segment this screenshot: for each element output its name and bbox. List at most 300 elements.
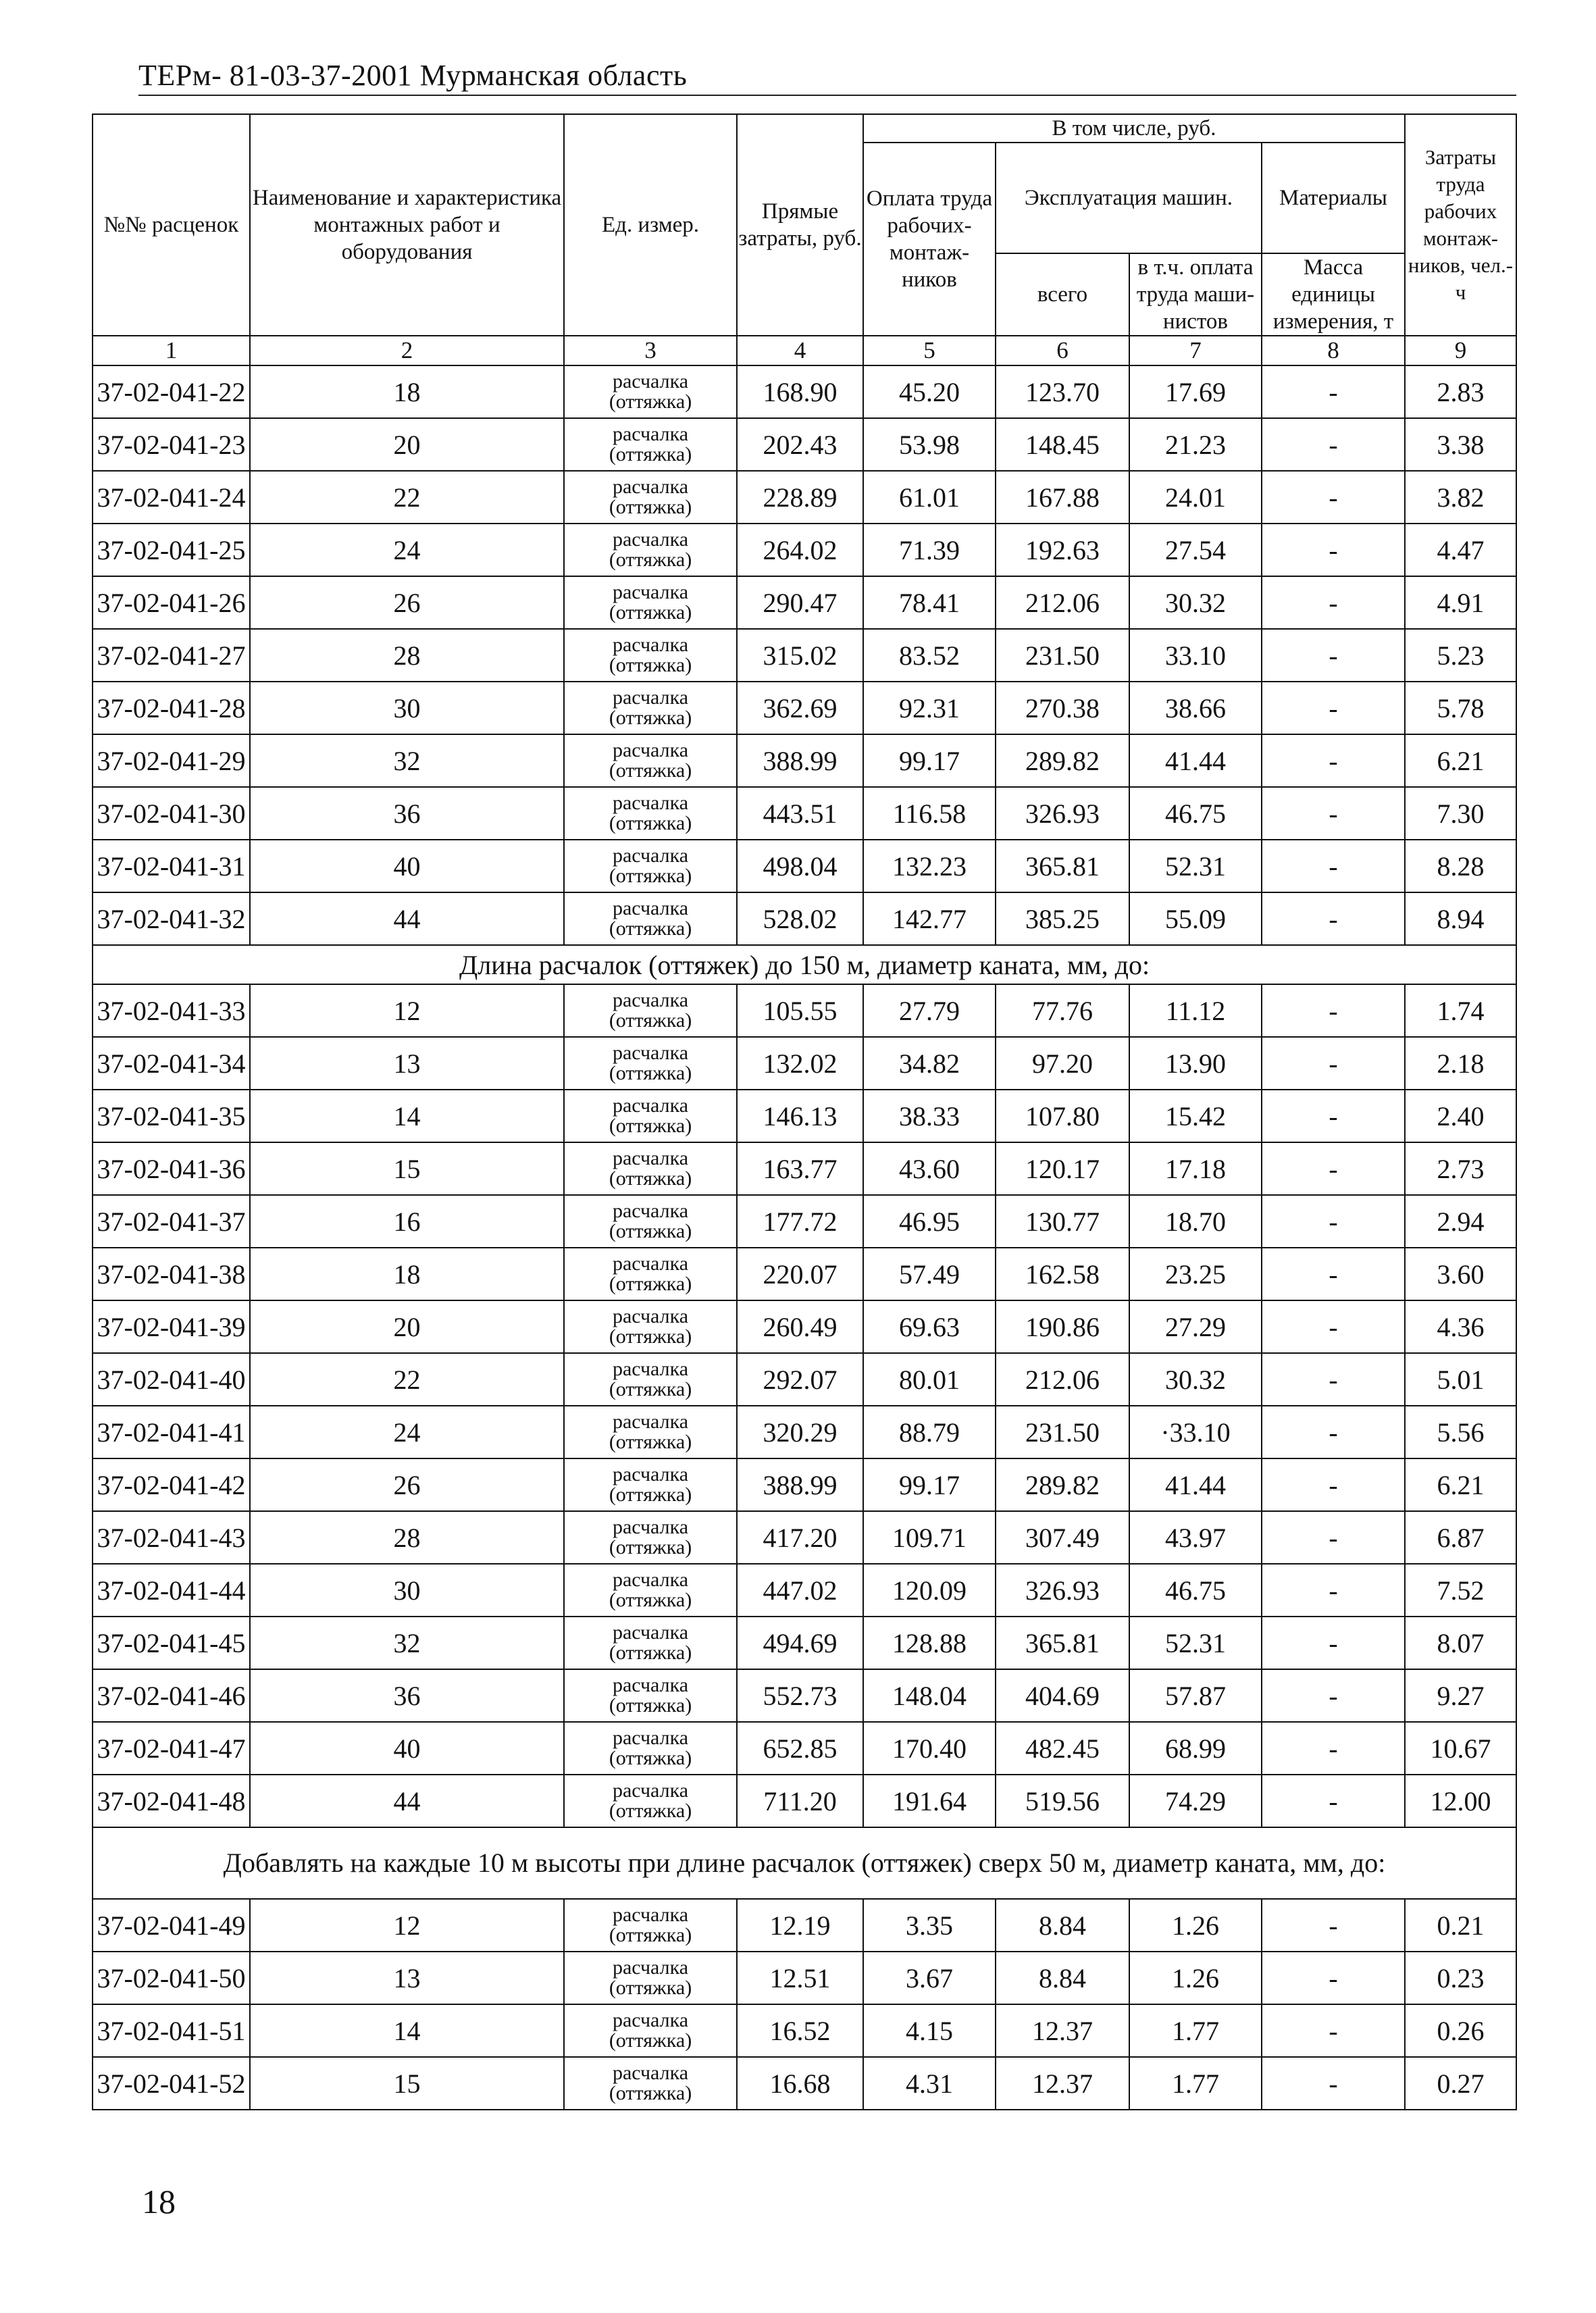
machinist-wages: 30.32 — [1129, 576, 1262, 629]
item-size: 22 — [250, 1353, 564, 1406]
unit-line-2: (оттяжка) — [609, 1220, 692, 1242]
machines-total: 192.63 — [996, 524, 1129, 576]
machinist-wages: 46.75 — [1129, 787, 1262, 840]
unit-cell — [564, 787, 737, 840]
rate-code: 37-02-041-39 — [93, 1300, 250, 1353]
worker-wages: 148.04 — [863, 1669, 996, 1722]
materials-mass: - — [1262, 984, 1405, 1037]
column-number: 5 — [863, 336, 996, 365]
table-row — [93, 1300, 1516, 1353]
unit-line-1: расчалка — [612, 1569, 689, 1591]
labor-costs: 6.87 — [1405, 1511, 1516, 1564]
header-including: В том числе, руб. — [863, 114, 1405, 143]
worker-wages: 3.35 — [863, 1899, 996, 1952]
worker-wages: 99.17 — [863, 1458, 996, 1511]
materials-mass: - — [1262, 1300, 1405, 1353]
machines-total: 404.69 — [996, 1669, 1129, 1722]
unit-cell — [564, 1090, 737, 1142]
machines-total: 167.88 — [996, 471, 1129, 524]
unit-line-1: расчалка — [612, 1727, 689, 1749]
machines-total: 212.06 — [996, 1353, 1129, 1406]
unit-cell — [564, 576, 737, 629]
unit-line-1: расчалка — [612, 1252, 689, 1275]
unit-cell — [564, 1142, 737, 1195]
unit-cell — [564, 1617, 737, 1669]
unit-line-1: расчалка — [612, 1674, 689, 1696]
table-row — [93, 2004, 1516, 2057]
worker-wages: 92.31 — [863, 682, 996, 734]
item-size: 32 — [250, 1617, 564, 1669]
machines-total: 270.38 — [996, 682, 1129, 734]
table-row — [93, 1617, 1516, 1669]
worker-wages: 132.23 — [863, 840, 996, 892]
worker-wages: 45.20 — [863, 365, 996, 418]
machinist-wages: 1.77 — [1129, 2057, 1262, 2110]
machines-total: 482.45 — [996, 1722, 1129, 1775]
rate-code: 37-02-041-48 — [93, 1775, 250, 1827]
rate-code: 37-02-041-38 — [93, 1248, 250, 1300]
worker-wages: 142.77 — [863, 892, 996, 945]
materials-mass: - — [1262, 418, 1405, 471]
worker-wages: 34.82 — [863, 1037, 996, 1090]
item-size: 16 — [250, 1195, 564, 1248]
unit-line-1: расчалка — [612, 1904, 689, 1926]
unit-line-2: (оттяжка) — [609, 1378, 692, 1400]
item-size: 20 — [250, 418, 564, 471]
unit-line-2: (оттяжка) — [609, 1924, 692, 1946]
machinist-wages: 43.97 — [1129, 1511, 1262, 1564]
worker-wages: 116.58 — [863, 787, 996, 840]
unit-cell — [564, 984, 737, 1037]
page-number: 18 — [142, 2183, 176, 2220]
table-row — [93, 418, 1516, 471]
machinist-wages: 33.10 — [1129, 629, 1262, 682]
rate-code: 37-02-041-40 — [93, 1353, 250, 1406]
unit-line-1: расчалка — [612, 989, 689, 1011]
table-row — [93, 1195, 1516, 1248]
unit-line-2: (оттяжка) — [609, 1977, 692, 1999]
machines-total: 77.76 — [996, 984, 1129, 1037]
worker-wages: 88.79 — [863, 1406, 996, 1458]
labor-costs: 6.21 — [1405, 734, 1516, 787]
item-size: 30 — [250, 682, 564, 734]
labor-costs: 3.82 — [1405, 471, 1516, 524]
direct-costs: 494.69 — [737, 1617, 863, 1669]
worker-wages: 4.15 — [863, 2004, 996, 2057]
worker-wages: 4.31 — [863, 2057, 996, 2110]
unit-line-1: расчалка — [612, 1305, 689, 1327]
unit-line-1: расчалка — [612, 1147, 689, 1169]
machines-total: 120.17 — [996, 1142, 1129, 1195]
unit-cell — [564, 2057, 737, 2110]
unit-cell — [564, 1353, 737, 1406]
header-labor: Затраты труда рабочих монтаж-ников, чел.-ч — [1405, 114, 1516, 336]
unit-cell — [564, 1899, 737, 1952]
table-row — [93, 629, 1516, 682]
materials-mass: - — [1262, 1248, 1405, 1300]
unit-line-1: расчалка — [612, 634, 689, 656]
header-name: Наименование и характеристика монтажных работ и оборудования — [250, 114, 564, 336]
materials-mass: - — [1262, 365, 1405, 418]
unit-cell — [564, 1037, 737, 1090]
machinist-wages: 1.77 — [1129, 2004, 1262, 2057]
direct-costs: 228.89 — [737, 471, 863, 524]
materials-mass: - — [1262, 1511, 1405, 1564]
table-row — [93, 1564, 1516, 1617]
unit-line-2: (оттяжка) — [609, 1536, 692, 1558]
unit-line-1: расчалка — [612, 581, 689, 603]
machines-total: 8.84 — [996, 1899, 1129, 1952]
unit-line-1: расчалка — [612, 1779, 689, 1802]
header-mass: Масса единицы измерения, т — [1262, 253, 1405, 336]
unit-line-2: (оттяжка) — [609, 812, 692, 834]
item-size: 28 — [250, 629, 564, 682]
unit-line-1: расчалка — [612, 423, 689, 445]
materials-mass: - — [1262, 787, 1405, 840]
materials-mass: - — [1262, 1090, 1405, 1142]
unit-line-2: (оттяжка) — [609, 390, 692, 413]
table-row — [93, 365, 1516, 418]
worker-wages: 27.79 — [863, 984, 996, 1037]
unit-line-1: расчалка — [612, 1621, 689, 1644]
unit-line-2: (оттяжка) — [609, 759, 692, 782]
unit-cell — [564, 1300, 737, 1353]
rate-code: 37-02-041-24 — [93, 471, 250, 524]
item-size: 15 — [250, 1142, 564, 1195]
materials-mass: - — [1262, 1617, 1405, 1669]
item-size: 44 — [250, 1775, 564, 1827]
machines-total: 231.50 — [996, 629, 1129, 682]
unit-line-2: (оттяжка) — [609, 1115, 692, 1137]
price-table-body — [93, 365, 1516, 2110]
machinist-wages: 18.70 — [1129, 1195, 1262, 1248]
worker-wages: 46.95 — [863, 1195, 996, 1248]
materials-mass: - — [1262, 471, 1405, 524]
rate-code: 37-02-041-52 — [93, 2057, 250, 2110]
machines-total: 212.06 — [996, 576, 1129, 629]
table-row — [93, 1899, 1516, 1952]
direct-costs: 498.04 — [737, 840, 863, 892]
machines-total: 289.82 — [996, 1458, 1129, 1511]
unit-line-1: расчалка — [612, 370, 689, 392]
machines-total: 365.81 — [996, 1617, 1129, 1669]
machinist-wages: 74.29 — [1129, 1775, 1262, 1827]
table-row — [93, 1511, 1516, 1564]
item-size: 26 — [250, 1458, 564, 1511]
rate-code: 37-02-041-43 — [93, 1511, 250, 1564]
header-machines-wages: в т.ч. оплата труда маши-нистов — [1129, 253, 1262, 336]
direct-costs: 12.51 — [737, 1952, 863, 2004]
materials-mass: - — [1262, 1952, 1405, 2004]
item-size: 22 — [250, 471, 564, 524]
materials-mass: - — [1262, 1722, 1405, 1775]
unit-line-1: расчалка — [612, 1094, 689, 1117]
labor-costs: 9.27 — [1405, 1669, 1516, 1722]
machines-total: 385.25 — [996, 892, 1129, 945]
unit-line-1: расчалка — [612, 2009, 689, 2031]
table-row — [93, 1775, 1516, 1827]
table-row — [93, 682, 1516, 734]
unit-line-1: расчалка — [612, 2062, 689, 2084]
machines-total: 162.58 — [996, 1248, 1129, 1300]
direct-costs: 652.85 — [737, 1722, 863, 1775]
machinist-wages: 13.90 — [1129, 1037, 1262, 1090]
machines-total: 130.77 — [996, 1195, 1129, 1248]
table-row — [93, 734, 1516, 787]
unit-line-1: расчалка — [612, 686, 689, 709]
materials-mass: - — [1262, 1037, 1405, 1090]
machines-total: 326.93 — [996, 1564, 1129, 1617]
unit-line-2: (оттяжка) — [609, 549, 692, 571]
machinist-wages: 27.54 — [1129, 524, 1262, 576]
rate-code: 37-02-041-45 — [93, 1617, 250, 1669]
column-number: 6 — [996, 336, 1129, 365]
direct-costs: 12.19 — [737, 1899, 863, 1952]
item-size: 40 — [250, 840, 564, 892]
worker-wages: 80.01 — [863, 1353, 996, 1406]
item-size: 13 — [250, 1952, 564, 2004]
direct-costs: 264.02 — [737, 524, 863, 576]
worker-wages: 57.49 — [863, 1248, 996, 1300]
rate-code: 37-02-041-42 — [93, 1458, 250, 1511]
labor-costs: 4.47 — [1405, 524, 1516, 576]
machinist-wages: 52.31 — [1129, 840, 1262, 892]
machinist-wages: 30.32 — [1129, 1353, 1262, 1406]
item-size: 12 — [250, 984, 564, 1037]
machinist-wages: ·33.10 — [1129, 1406, 1262, 1458]
section-heading-title: Добавлять на каждые 10 м высоты при длине расчалок (оттяжек) сверх 50 м, диаметр каната, мм, до: — [93, 1827, 1516, 1899]
worker-wages: 83.52 — [863, 629, 996, 682]
unit-line-2: (оттяжка) — [609, 443, 692, 465]
header-wages: Оплата труда рабочих-монтаж-ников — [863, 143, 996, 336]
machinist-wages: 24.01 — [1129, 471, 1262, 524]
direct-costs: 177.72 — [737, 1195, 863, 1248]
machinist-wages: 27.29 — [1129, 1300, 1262, 1353]
rate-code: 37-02-041-26 — [93, 576, 250, 629]
rate-code: 37-02-041-30 — [93, 787, 250, 840]
table-row — [93, 471, 1516, 524]
direct-costs: 362.69 — [737, 682, 863, 734]
unit-cell — [564, 734, 737, 787]
unit-cell — [564, 1511, 737, 1564]
rate-code: 37-02-041-28 — [93, 682, 250, 734]
item-size: 15 — [250, 2057, 564, 2110]
table-row — [93, 1037, 1516, 1090]
section-heading — [93, 945, 1516, 984]
rate-code: 37-02-041-51 — [93, 2004, 250, 2057]
labor-costs: 5.56 — [1405, 1406, 1516, 1458]
labor-costs: 2.40 — [1405, 1090, 1516, 1142]
machines-total: 519.56 — [996, 1775, 1129, 1827]
column-number: 3 — [564, 336, 737, 365]
labor-costs: 12.00 — [1405, 1775, 1516, 1827]
item-size: 13 — [250, 1037, 564, 1090]
labor-costs: 2.73 — [1405, 1142, 1516, 1195]
machines-total: 326.93 — [996, 787, 1129, 840]
table-row — [93, 1090, 1516, 1142]
unit-line-1: расчалка — [612, 739, 689, 761]
rate-code: 37-02-041-34 — [93, 1037, 250, 1090]
machinist-wages: 68.99 — [1129, 1722, 1262, 1775]
unit-line-1: расчалка — [612, 1200, 689, 1222]
labor-costs: 2.18 — [1405, 1037, 1516, 1090]
item-size: 24 — [250, 1406, 564, 1458]
table-row — [93, 984, 1516, 1037]
item-size: 18 — [250, 1248, 564, 1300]
direct-costs: 388.99 — [737, 1458, 863, 1511]
unit-cell — [564, 2004, 737, 2057]
machines-total: 231.50 — [996, 1406, 1129, 1458]
unit-cell — [564, 1952, 737, 2004]
labor-costs: 0.21 — [1405, 1899, 1516, 1952]
item-size: 18 — [250, 365, 564, 418]
rate-code: 37-02-041-35 — [93, 1090, 250, 1142]
direct-costs: 315.02 — [737, 629, 863, 682]
unit-line-1: расчалка — [612, 1956, 689, 1979]
machinist-wages: 11.12 — [1129, 984, 1262, 1037]
page-header: ТЕРм- 81-03-37-2001 Мурманская область — [138, 59, 688, 92]
labor-costs: 2.94 — [1405, 1195, 1516, 1248]
unit-line-2: (оттяжка) — [609, 865, 692, 887]
direct-costs: 146.13 — [737, 1090, 863, 1142]
unit-cell — [564, 471, 737, 524]
machines-total: 12.37 — [996, 2057, 1129, 2110]
header-rule — [138, 95, 1516, 96]
labor-costs: 3.60 — [1405, 1248, 1516, 1300]
unit-cell — [564, 682, 737, 734]
header-materials: Материалы — [1262, 143, 1405, 253]
unit-line-2: (оттяжка) — [609, 1431, 692, 1453]
unit-cell — [564, 840, 737, 892]
unit-line-2: (оттяжка) — [609, 496, 692, 518]
unit-line-2: (оттяжка) — [609, 1589, 692, 1611]
machinist-wages: 57.87 — [1129, 1669, 1262, 1722]
unit-line-2: (оттяжка) — [609, 1642, 692, 1664]
direct-costs: 443.51 — [737, 787, 863, 840]
table-row — [93, 2057, 1516, 2110]
rate-code: 37-02-041-32 — [93, 892, 250, 945]
unit-line-2: (оттяжка) — [609, 917, 692, 940]
materials-mass: - — [1262, 1142, 1405, 1195]
machinist-wages: 41.44 — [1129, 1458, 1262, 1511]
unit-line-1: расчалка — [612, 476, 689, 498]
materials-mass: - — [1262, 1775, 1405, 1827]
worker-wages: 170.40 — [863, 1722, 996, 1775]
rate-code: 37-02-041-31 — [93, 840, 250, 892]
worker-wages: 71.39 — [863, 524, 996, 576]
machinist-wages: 38.66 — [1129, 682, 1262, 734]
machines-total: 123.70 — [996, 365, 1129, 418]
machinist-wages: 1.26 — [1129, 1899, 1262, 1952]
rate-code: 37-02-041-41 — [93, 1406, 250, 1458]
direct-costs: 132.02 — [737, 1037, 863, 1090]
unit-cell — [564, 1564, 737, 1617]
unit-line-1: расчалка — [612, 1042, 689, 1064]
machinist-wages: 15.42 — [1129, 1090, 1262, 1142]
unit-cell — [564, 1458, 737, 1511]
labor-costs: 8.28 — [1405, 840, 1516, 892]
unit-line-1: расчалка — [612, 844, 689, 867]
unit-line-2: (оттяжка) — [609, 1483, 692, 1506]
item-size: 36 — [250, 787, 564, 840]
machines-total: 190.86 — [996, 1300, 1129, 1353]
materials-mass: - — [1262, 2004, 1405, 2057]
materials-mass: - — [1262, 1899, 1405, 1952]
labor-costs: 5.23 — [1405, 629, 1516, 682]
worker-wages: 53.98 — [863, 418, 996, 471]
unit-cell — [564, 365, 737, 418]
materials-mass: - — [1262, 629, 1405, 682]
unit-line-2: (оттяжка) — [609, 1747, 692, 1769]
unit-line-1: расчалка — [612, 1410, 689, 1433]
table-row — [93, 1406, 1516, 1458]
table-row — [93, 1722, 1516, 1775]
machines-total: 307.49 — [996, 1511, 1129, 1564]
worker-wages: 128.88 — [863, 1617, 996, 1669]
machinist-wages: 41.44 — [1129, 734, 1262, 787]
materials-mass: - — [1262, 1458, 1405, 1511]
direct-costs: 320.29 — [737, 1406, 863, 1458]
materials-mass: - — [1262, 576, 1405, 629]
labor-costs: 0.26 — [1405, 2004, 1516, 2057]
header-unit: Ед. измер. — [564, 114, 737, 336]
labor-costs: 1.74 — [1405, 984, 1516, 1037]
worker-wages: 69.63 — [863, 1300, 996, 1353]
table-row — [93, 1952, 1516, 2004]
column-number: 2 — [250, 336, 564, 365]
unit-line-2: (оттяжка) — [609, 1694, 692, 1717]
materials-mass: - — [1262, 524, 1405, 576]
rate-code: 37-02-041-50 — [93, 1952, 250, 2004]
table-row — [93, 1248, 1516, 1300]
unit-cell — [564, 1195, 737, 1248]
worker-wages: 99.17 — [863, 734, 996, 787]
direct-costs: 220.07 — [737, 1248, 863, 1300]
direct-costs: 417.20 — [737, 1511, 863, 1564]
direct-costs: 711.20 — [737, 1775, 863, 1827]
direct-costs: 105.55 — [737, 984, 863, 1037]
direct-costs: 290.47 — [737, 576, 863, 629]
table-row — [93, 576, 1516, 629]
unit-line-2: (оттяжка) — [609, 2082, 692, 2104]
machines-total: 148.45 — [996, 418, 1129, 471]
direct-costs: 168.90 — [737, 365, 863, 418]
unit-cell — [564, 1722, 737, 1775]
rate-code: 37-02-041-46 — [93, 1669, 250, 1722]
materials-mass: - — [1262, 2057, 1405, 2110]
table-row — [93, 840, 1516, 892]
labor-costs: 7.52 — [1405, 1564, 1516, 1617]
unit-cell — [564, 418, 737, 471]
direct-costs: 202.43 — [737, 418, 863, 471]
machinist-wages: 55.09 — [1129, 892, 1262, 945]
machinist-wages: 46.75 — [1129, 1564, 1262, 1617]
unit-line-2: (оттяжка) — [609, 1800, 692, 1822]
table-row — [93, 892, 1516, 945]
unit-line-2: (оттяжка) — [609, 601, 692, 624]
unit-line-2: (оттяжка) — [609, 1325, 692, 1348]
labor-costs: 10.67 — [1405, 1722, 1516, 1775]
materials-mass: - — [1262, 734, 1405, 787]
rate-code: 37-02-041-27 — [93, 629, 250, 682]
table-row — [93, 1353, 1516, 1406]
unit-cell — [564, 1775, 737, 1827]
item-size: 24 — [250, 524, 564, 576]
materials-mass: - — [1262, 892, 1405, 945]
unit-line-2: (оттяжка) — [609, 2029, 692, 2052]
direct-costs: 388.99 — [737, 734, 863, 787]
item-size: 44 — [250, 892, 564, 945]
